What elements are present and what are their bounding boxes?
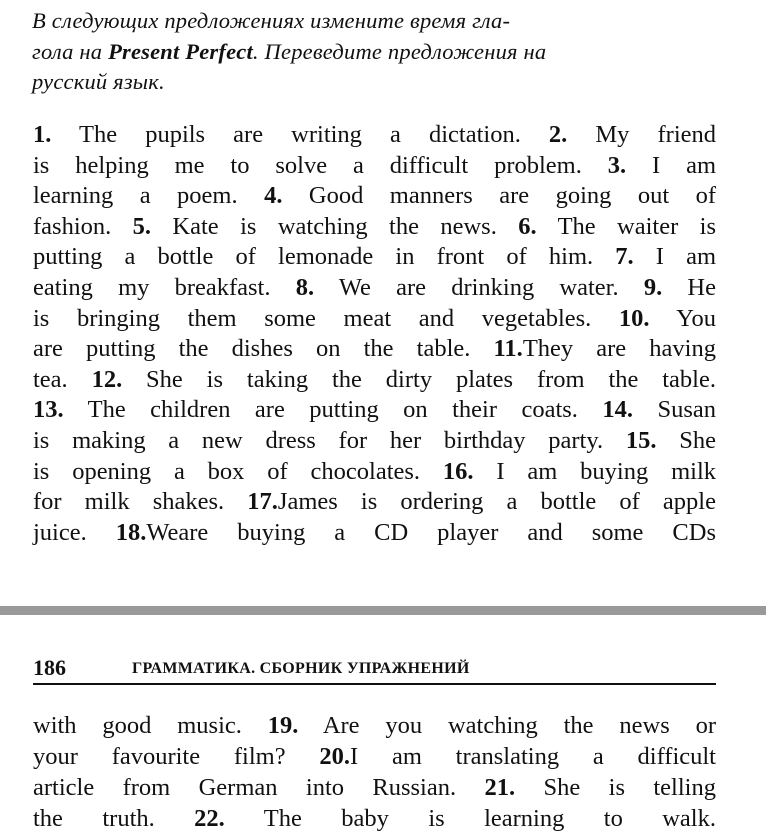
sentence-text: with good music. (33, 712, 268, 739)
sentence-number: 14. (602, 396, 633, 424)
sentence-text: I am translating a difficult (350, 743, 716, 770)
instruction-line (32, 67, 722, 98)
sentence-number: 9. (643, 274, 663, 301)
sentence-text: They are having (522, 335, 716, 363)
header-rule (33, 683, 716, 685)
sentence-line (33, 486, 716, 517)
sentence-text: Susan (633, 396, 716, 424)
instruction-text: русский язык. (32, 69, 165, 94)
sentence-text: the truth. (33, 805, 195, 832)
sentence-text: You (649, 304, 716, 332)
sentence-line (33, 803, 716, 834)
sentence-number: 1. (33, 121, 52, 148)
sentence-number: 5. (132, 212, 152, 240)
page-break-divider (0, 606, 766, 615)
sentence-text: I am buying milk (473, 457, 717, 485)
sentence-text: Weare buying a CD player and some CDs (146, 518, 716, 546)
sentence-number: 19. (267, 712, 299, 739)
sentence-text: Kate is watching the news. (151, 212, 519, 240)
sentence-number: 21. (484, 774, 516, 801)
sentence-text: putting a bottle of lemonade in front of him. (33, 243, 616, 271)
instruction-text: . Переведите предложения на (252, 38, 547, 64)
sentence-number: 11. (493, 335, 523, 363)
sentence-text: We are drinking water. (314, 274, 644, 301)
sentence-number: 15. (625, 427, 657, 454)
sentence-number: 20. (319, 743, 351, 770)
sentence-text: are putting the dishes on the table. (33, 335, 494, 363)
instruction-text: В следующих предложениях измените время гла- (32, 8, 511, 33)
sentence-text: tea. (33, 365, 92, 393)
sentence-line (33, 741, 716, 772)
exercise-instruction (32, 6, 722, 98)
sentence-text: She is taking the dirty plates from the table. (122, 365, 716, 393)
instruction-tense-name: Present Perfect (108, 38, 253, 64)
sentence-line (33, 425, 716, 456)
sentence-text: The pupils are writing a dictation. (51, 121, 549, 148)
sentence-line (33, 364, 716, 395)
sentence-line (33, 517, 716, 548)
sentence-number: 8. (295, 274, 315, 301)
sentence-text: article from German into Russian. (33, 774, 485, 801)
sentence-line (33, 772, 716, 803)
sentence-line (33, 710, 716, 741)
running-title: ГРАММАТИКА. СБОРНИК УПРАЖНЕНИЙ (132, 660, 470, 677)
sentence-text: juice. (33, 518, 116, 546)
sentence-number: 12. (91, 365, 123, 393)
sentence-number: 7. (615, 243, 634, 271)
sentence-text: is bringing them some meat and vegetables. (33, 304, 619, 332)
instruction-line (32, 6, 722, 37)
sentence-number: 22. (194, 805, 225, 832)
sentence-text: She (656, 427, 717, 454)
sentence-text: is opening a box of chocolates. (33, 457, 443, 485)
sentence-line (33, 211, 716, 242)
sentence-line (33, 241, 716, 272)
sentence-number: 18. (115, 518, 147, 546)
sentence-text: I am (633, 243, 716, 271)
sentence-number: 13. (33, 396, 64, 424)
sentence-text: your favourite film? (33, 743, 320, 770)
sentence-text: learning a poem. (33, 182, 265, 210)
sentence-number: 10. (618, 304, 650, 332)
page-number: 186 (33, 655, 66, 680)
sentence-text: I am (626, 151, 717, 179)
sentence-number: 17. (247, 488, 278, 516)
sentence-number: 16. (442, 457, 474, 485)
sentence-text: for milk shakes. (33, 488, 248, 516)
sentence-text: Good manners are going out of (282, 182, 717, 210)
sentence-line (33, 394, 716, 425)
sentence-number: 2. (548, 121, 568, 148)
sentence-line (33, 272, 716, 303)
sentence-text: James is ordering a bottle of apple (277, 488, 716, 516)
sentence-text: is helping me to solve a difficult problem. (33, 151, 608, 179)
sentence-text: Are you watching the news or (298, 712, 716, 739)
sentence-line (33, 119, 716, 150)
instruction-line (32, 37, 722, 68)
sentence-line (33, 456, 716, 487)
sentence-line (33, 333, 716, 364)
sentence-number: 4. (264, 182, 283, 210)
sentence-number: 6. (518, 212, 537, 240)
sentence-text: eating my breakfast. (33, 274, 296, 301)
sentence-text: The baby is learning to walk. (224, 805, 716, 832)
instruction-text: гола на (32, 38, 109, 64)
sentence-text: My friend (567, 121, 716, 148)
sentence-text: is making a new dress for her birthday party. (33, 427, 626, 454)
sentence-text: The children are putting on their coats. (63, 396, 603, 424)
sentence-line (33, 180, 716, 211)
sentence-number: 3. (607, 151, 627, 179)
sentence-text: She is telling (515, 774, 716, 801)
sentence-text: He (662, 274, 716, 301)
sentence-line (33, 303, 716, 334)
sentence-line (33, 150, 716, 181)
sentence-text: The waiter is (536, 212, 717, 240)
sentence-text: fashion. (33, 212, 133, 240)
